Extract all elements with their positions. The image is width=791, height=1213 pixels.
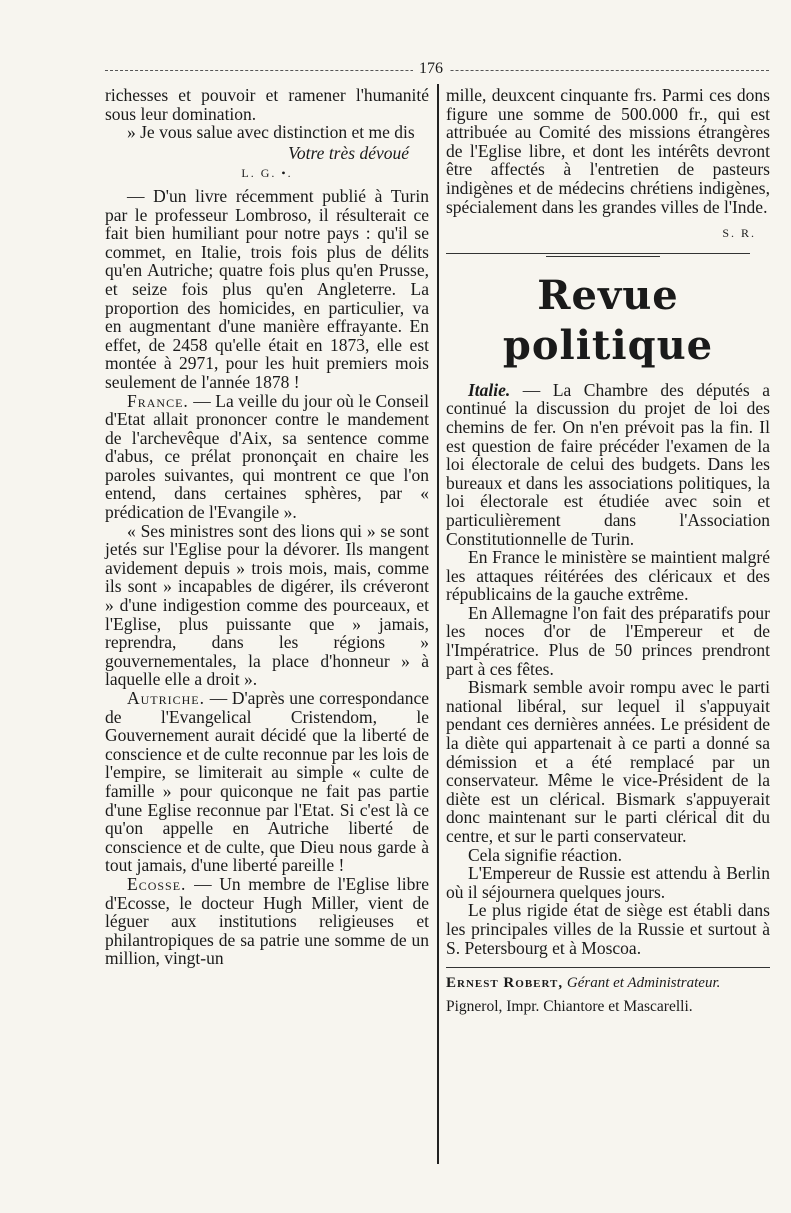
paragraph xyxy=(105,875,429,968)
paragraph xyxy=(446,381,770,548)
credit-name: Ernest Robert, xyxy=(446,975,564,992)
section-rule-short xyxy=(546,256,660,257)
page-header xyxy=(105,60,769,80)
paragraph: Cela signifie réaction. xyxy=(468,844,623,865)
section-lead: France. xyxy=(127,390,189,411)
right-column xyxy=(446,86,770,1016)
paragraph: En Allemagne l'on fait des préparatifs pour les noces d'or de l'Empereur et de l'Impératrice. Plus de 50 princes prendront part à ces fêtes. xyxy=(446,602,770,679)
credit-role: Gérant et Administrateur. xyxy=(563,975,721,992)
section-rule xyxy=(446,253,750,254)
page-number: 176 xyxy=(413,60,449,78)
paragraph-text: — La veille du jour où le Conseil d'Etat allait prononcer contre le mandement de l'archevêque d'Aix, sa sentence comme d'abus, ce prélat prononçait en chaire les paroles suivantes, qui montrent ce que l'on entend, dans certaines sphères, par « prédication de l'Evangile ». xyxy=(105,390,429,523)
paragraph-text: — D'après une correspondance de l'Evangelical Cristendom, le Gouvernement aurait décidé que la liberté de conscience et de culte reconnue par les lois de l'empire, se limiterait au simple « culte de famille » pour quiconque ne fait pas partie d'une Eglise reconnue par l'Etat. Si c'est là ce qu'on appelle en Autriche liberté de conscience et de culte, que Dieu nous garde à tout jamais, d'une liberté pareille ! xyxy=(105,688,429,876)
paragraph: richesses et pouvoir et ramener l'humanité sous leur domination. xyxy=(105,85,429,124)
paragraph: mille, deuxcent cinquante frs. Parmi ces dons figure une somme de 500.000 fr., qui est attribuée au Comité des missions étrangères de l'Eglise libre, et dont les intérêts devront être affectés à l'entretien de pasteurs indigènes et de médecins chrétiens indigènes, spécialement dans les grandes villes de l'Inde. xyxy=(446,85,770,217)
section-headline: Revue politique xyxy=(502,271,714,369)
printer-line: Pignerol, Impr. Chiantore et Mascarelli. xyxy=(446,998,693,1016)
paragraph: L'Empereur de Russie est attendu à Berlin où il séjournera quelques jours. xyxy=(446,863,770,902)
paragraph: Le plus rigide état de siège est établi dans les principales villes de la Russie et surtout à S. Petersbourg et à Moscoa. xyxy=(446,900,770,958)
paragraph: « Ses ministres sont des lions qui » se sont jetés sur l'Eglise pour la dévorer. Ils mangent avidement depuis » trois mois, mais, comme ils sont » incapables de digérer, ils créveront » d'une indigestion comme des pourceaux, et l'Eglise, plus puissante que » jamais, reprendra, dans les régions » gouvernementales, la place d'honneur » à laquelle elle a droit ». xyxy=(105,520,429,690)
initials: L. G. •. xyxy=(241,166,293,181)
paragraph xyxy=(105,689,429,875)
initials: S. R. xyxy=(722,226,756,241)
footer-rule xyxy=(446,967,770,968)
paragraph: En France le ministère se maintient malgré les attaques réitérées des cléricaux et des républicains de la gauche extrême. xyxy=(446,547,770,605)
paragraph: » Je vous salue avec distinction et me dis xyxy=(127,122,415,143)
column-divider xyxy=(437,84,439,1164)
paragraph xyxy=(105,392,429,522)
paragraph: Bismark semble avoir rompu avec le parti national libéral, sur lequel il s'appuyait pendant ces dernières années. Le président de la diète qui appartenait à ce parti a donné sa démission et a été remplacé par un conservateur. Même le vice-Président de la diète est un clérical. Bismark s'appuyerait donc maintenant sur le parti clérical dit du centre, et sur le parti conservateur. xyxy=(446,677,770,846)
section-lead: Ecosse. xyxy=(127,873,187,894)
left-column xyxy=(105,86,429,968)
paragraph-text: — La Chambre des députés a continué la discussion du projet de loi des chemins de fer. On n'en prévoit pas la fin. Il est question de faire précéder l'examen de la loi électorale de celui des budgets. Dans les bureaux et dans les associations politiques, la loi électorale est étudiée avec soin et particulièrement dans l'Association Constitutionnelle de Turin. xyxy=(446,379,770,549)
paragraph-text: — Un membre de l'Eglise libre d'Ecosse, le docteur Hugh Miller, vient de léguer aux institutions religieuses et philantropiques de sa patrie une somme de un million, vingt-un xyxy=(105,873,429,969)
section-lead: Autriche. xyxy=(127,688,206,708)
paragraph: — D'un livre récemment publié à Turin par le professeur Lombroso, il résulterait ce fait bien humiliant pour notre pays : qu'il se commet, en Italie, trois fois plus de délits qu'en Autriche; quatre fois plus qu'en Prusse, et seize fois plus qu'en Angleterre. La proportion des homicides, en particulier, va en augmentant d'une manière effrayante. En effet, de 2458 qu'elle était en 1873, elle est montée à 2971, pour les huit premiers mois seulement de l'année 1878 ! xyxy=(105,185,429,392)
credit-line xyxy=(446,974,770,992)
section-lead: Italie. xyxy=(468,379,511,400)
signature: Votre très dévoué xyxy=(288,142,409,163)
